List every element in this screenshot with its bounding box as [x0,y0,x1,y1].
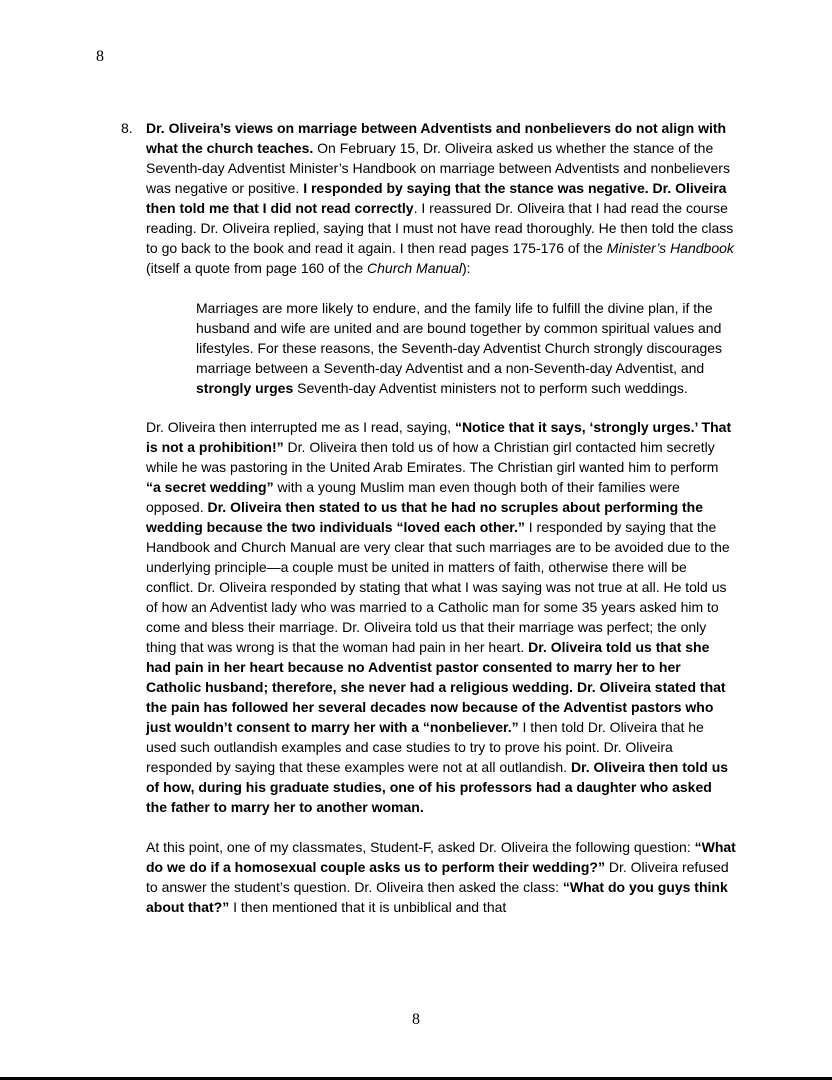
text-run: Dr. Oliveira then told us of how a Christian girl contacted him secretly while he was pastoring in the United Arab Emirates. The Christian girl wanted him to perform [146,439,719,475]
text-run: Dr. Oliveira told us that she had pain in her heart because no Adventist pastor consented to marry her to her Catholic husband; therefore, she never had a religious wedding. Dr. Oliveira stated that the pain has followed her several decades now because of the Adventist pastors who just wouldn’t consent to marry her with a “nonbeliever.” [146,639,726,735]
text-run: I then mentioned that it is unbiblical and that [229,899,507,915]
text-run: Seventh-day Adventist ministers not to perform such weddings. [293,380,688,396]
text-run: ): [461,260,471,276]
text-run: with a young Muslim man even though both of their families were opposed. [146,479,680,515]
text-run: I responded by saying that the Handbook and Church Manual are very clear that such marriages are to be avoided due to the underlying principle—a couple must be united in matters of faith, otherwise there will be conflict. Dr. Oliveira responded by stating that what I was saying was not true at all. He told us of how an Adventist lady who was married to a Catholic man for some 35 years asked him to come and bless their marriage. Dr. Oliveira told us that their marriage was perfect; the only thing that was wrong is that the woman had pain in her heart. [146,519,730,655]
paragraph-1 [146,118,736,278]
text-run: Dr. Oliveira then stated to us that he had no scruples about performing the wedding because the two individuals “loved each other.” [146,499,704,535]
text-run: I responded by saying that the stance was negative. Dr. Oliveira then told me that I did not read correctly [146,180,727,216]
text-run: Dr. Oliveira refused to answer the student’s question. Dr. Oliveira then asked the class: [146,859,729,895]
text-run: Dr. Oliveira then told us of how, during his graduate studies, one of his professors had a daughter who asked the father to marry her to another woman. [146,759,729,815]
text-run: “What do you guys think about that?” [146,879,728,915]
header-page-number: 8 [96,48,104,65]
text-run: Minister’s Handbook [606,240,734,256]
page-body [121,118,736,937]
text-run: Marriages are more likely to endure, and the family life to fulfill the divine plan, if the husband and wife are united and are bound together by common spiritual values and lifestyles. For these reasons, the Seventh-day Adventist Church strongly discourages marriage between a Seventh-day Adventist and a non-Seventh-day Adventist, and [196,300,723,376]
text-run: “a secret wedding” [146,479,274,495]
paragraph-2 [146,417,736,817]
text-run: On February 15, Dr. Oliveira asked us whether the stance of the Seventh-day Adventist Minister’s Handbook on marriage between Adventists and nonbelievers was negative or positive. [146,140,730,196]
text-run: Dr. Oliveira then interrupted me as I read, saying, [146,419,455,435]
paragraph-3 [146,837,736,917]
text-run: Church Manual [367,260,462,276]
text-run: . I reassured Dr. Oliveira that I had read the course reading. Dr. Oliveira replied, saying that I must not have read thoroughly. He then told the class to go back to the book and read it again. I then read pages 175-176 of the [146,200,734,256]
text-run: I then told Dr. Oliveira that he used such outlandish examples and case studies to try to prove his point. Dr. Oliveira responded by saying that these examples were not at all outlandish. [146,719,704,775]
text-run: At this point, one of my classmates, Student-F, asked Dr. Oliveira the following question: [146,839,695,855]
text-run: Dr. Oliveira’s views on marriage between Adventists and nonbelievers do not align with what the church teaches. [146,120,727,156]
text-run: (itself a quote from page 160 of the [146,260,368,276]
list-item-number: 8. [121,120,133,136]
text-run: “Notice that it says, ‘strongly urges.’ That is not a prohibition!” [146,419,732,455]
footer-page-number: 8 [412,1011,420,1028]
text-run: “What do we do if a homosexual couple asks us to perform their wedding?” [146,839,736,875]
text-run: strongly urges [196,380,294,396]
block-quote [196,298,732,398]
